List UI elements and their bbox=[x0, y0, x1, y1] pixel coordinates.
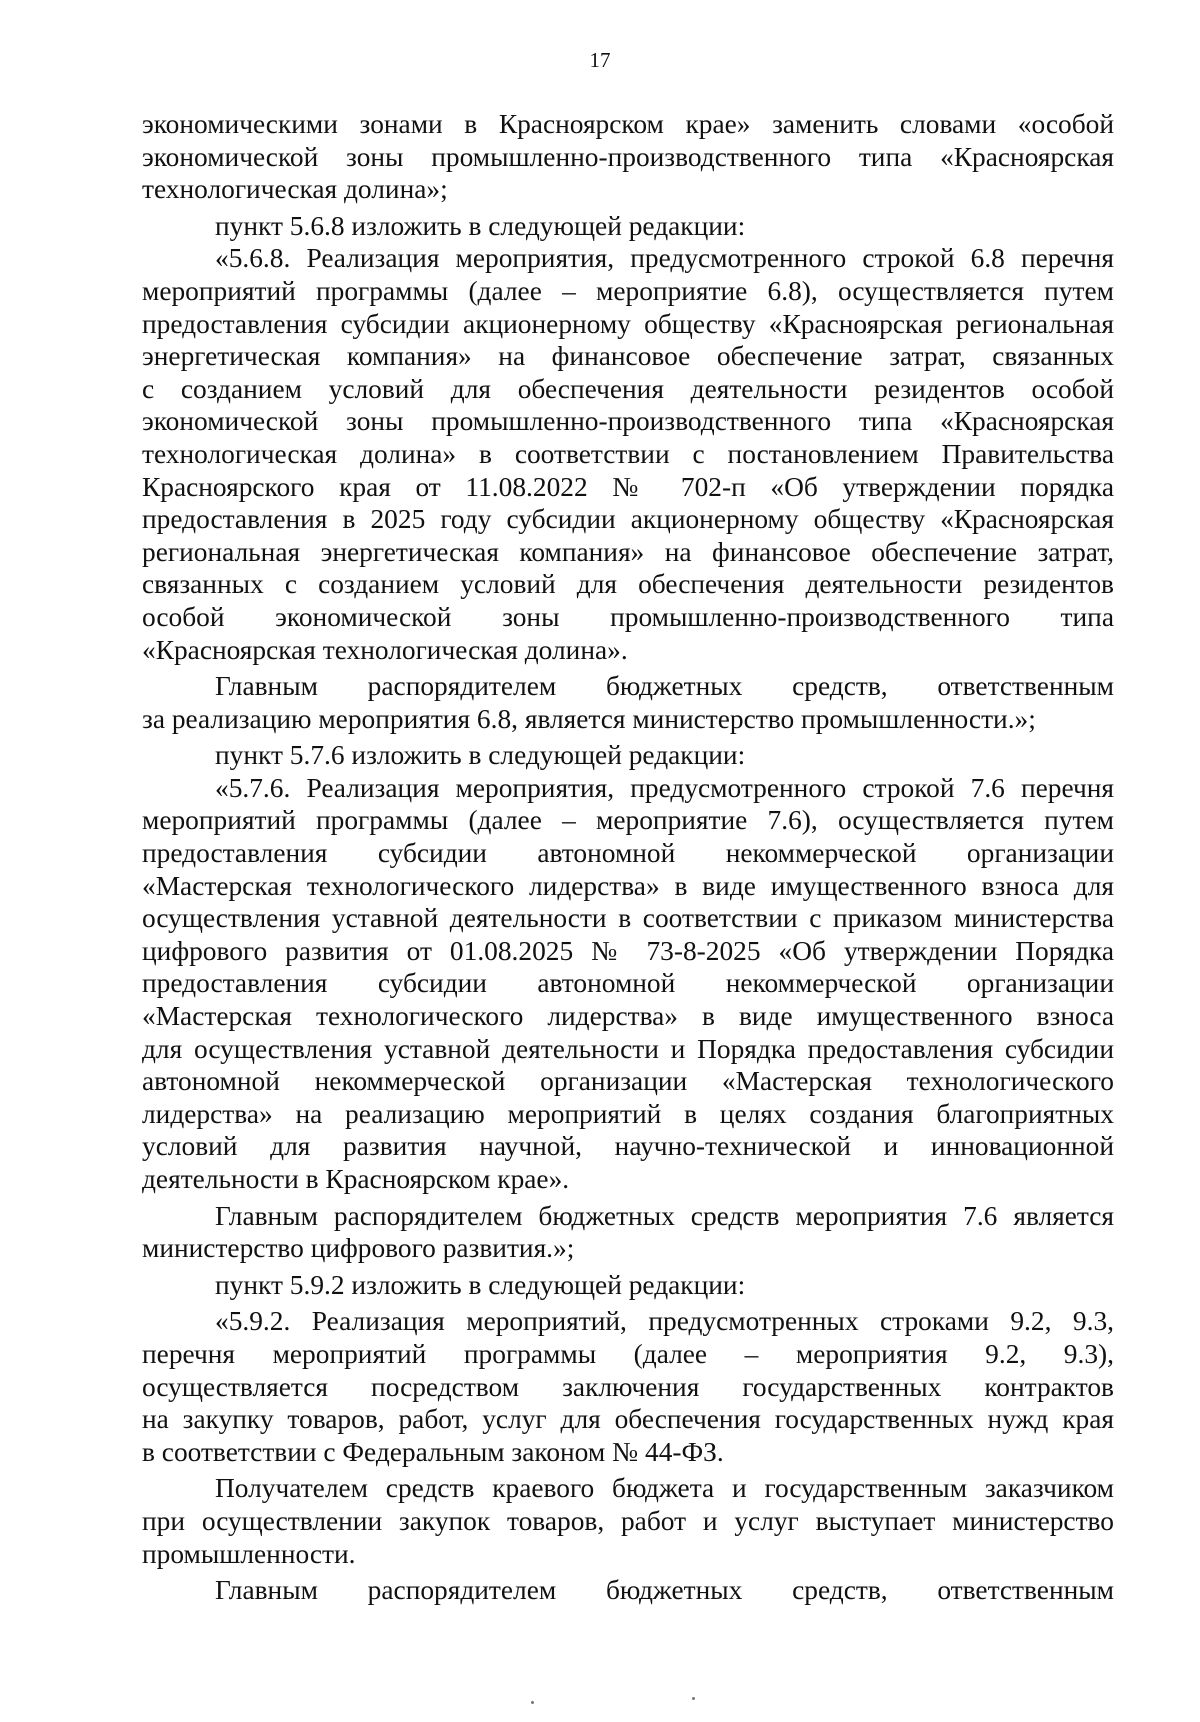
text-line: предоставления субсидии акционерному обществу «Красноярская региональная bbox=[142, 308, 1114, 339]
text-line: Главным распорядителем бюджетных средств, ответственным bbox=[215, 1575, 1114, 1606]
text-line: условий для развития научной, научно-технической и инновационной bbox=[142, 1131, 1114, 1162]
text-line: пункт 5.9.2 изложить в следующей редакции: bbox=[215, 1269, 746, 1300]
text-line: с созданием условий для обеспечения деятельности резидентов особой bbox=[142, 373, 1114, 404]
scan-speck bbox=[692, 1697, 695, 1700]
document-body bbox=[142, 108, 1114, 1607]
text-line: экономическими зонами в Красноярском крае» заменить словами «особой bbox=[142, 109, 1114, 139]
text-line: деятельности в Красноярском крае». bbox=[142, 1164, 570, 1194]
text-line: связанных с созданием условий для обеспечения деятельности резидентов bbox=[142, 569, 1114, 600]
text-line: автономной некоммерческой организации «Мастерская технологического bbox=[142, 1066, 1114, 1097]
text-line: лидерства» на реализацию мероприятий в целях создания благоприятных bbox=[142, 1098, 1114, 1129]
text-line: предоставления в 2025 году субсидии акционерному обществу «Красноярская bbox=[142, 504, 1114, 535]
text-line: цифрового развития от 01.08.2025 № 73-8-2025 «Об утверждении Порядка bbox=[142, 935, 1114, 966]
text-line: осуществляется посредством заключения государственных контрактов bbox=[142, 1371, 1114, 1402]
scan-speck bbox=[531, 1701, 534, 1704]
text-line: для осуществления уставной деятельности и Порядка предоставления субсидии bbox=[142, 1033, 1114, 1064]
text-line: при осуществлении закупок товаров, работ и услуг выступает министерство bbox=[142, 1505, 1114, 1536]
text-line: «5.6.8. Реализация мероприятия, предусмотренного строкой 6.8 перечня bbox=[215, 243, 1114, 274]
text-line: «Мастерская технологического лидерства» в виде имущественного взноса для bbox=[142, 870, 1114, 901]
text-line: особой экономической зоны промышленно-производственного типа bbox=[142, 601, 1114, 632]
text-line: «5.9.2. Реализация мероприятий, предусмотренных строками 9.2, 9.3, bbox=[215, 1306, 1114, 1337]
text-line: региональная энергетическая компания» на финансовое обеспечение затрат, bbox=[142, 536, 1114, 567]
text-line: промышленности. bbox=[142, 1538, 356, 1569]
text-line: мероприятий программы (далее – мероприятие 7.6), осуществляется путем bbox=[142, 805, 1114, 836]
text-line: «Мастерская технологического лидерства» в виде имущественного взноса bbox=[142, 1001, 1114, 1032]
text-line: Красноярского края от 11.08.2022 № 702-п «Об утверждении порядка bbox=[142, 471, 1114, 502]
text-line: «Красноярская технологическая долина». bbox=[142, 634, 628, 665]
text-line: мероприятий программы (далее – мероприятие 6.8), осуществляется путем bbox=[142, 275, 1114, 306]
text-line: Главным распорядителем бюджетных средств, ответственным bbox=[215, 671, 1114, 702]
text-line: перечня мероприятий программы (далее – мероприятия 9.2, 9.3), bbox=[142, 1338, 1114, 1369]
text-line: министерство цифрового развития.»; bbox=[142, 1233, 575, 1264]
text-line: осуществления уставной деятельности в соответствии с приказом министерства bbox=[142, 903, 1114, 934]
text-line: предоставления субсидии автономной некоммерческой организации bbox=[142, 838, 1114, 869]
text-line: технологическая долина»; bbox=[142, 174, 448, 205]
page-number: 17 bbox=[589, 48, 611, 72]
text-line: Получателем средств краевого бюджета и государственным заказчиком bbox=[215, 1473, 1114, 1504]
text-line: Главным распорядителем бюджетных средств мероприятия 7.6 является bbox=[215, 1200, 1114, 1231]
text-line: экономической зоны промышленно-производственного типа «Красноярская bbox=[142, 141, 1114, 172]
text-line: предоставления субсидии автономной некоммерческой организации bbox=[142, 968, 1114, 999]
text-line: пункт 5.7.6 изложить в следующей редакции: bbox=[215, 740, 746, 771]
text-line: энергетическая компания» на финансовое обеспечение затрат, связанных bbox=[142, 341, 1114, 372]
text-line: за реализацию мероприятия 6.8, является министерство промышленности.»; bbox=[142, 703, 1036, 734]
text-line: «5.7.6. Реализация мероприятия, предусмотренного строкой 7.6 перечня bbox=[215, 772, 1114, 803]
text-line: экономической зоны промышленно-производственного типа «Красноярская bbox=[142, 406, 1114, 437]
text-line: в соответствии с Федеральным законом № 44-ФЗ. bbox=[142, 1436, 724, 1467]
text-line: пункт 5.6.8 изложить в следующей редакции: bbox=[215, 210, 746, 241]
text-line: на закупку товаров, работ, услуг для обеспечения государственных нужд края bbox=[142, 1404, 1114, 1435]
text-line: технологическая долина» в соответствии с постановлением Правительства bbox=[142, 438, 1114, 469]
